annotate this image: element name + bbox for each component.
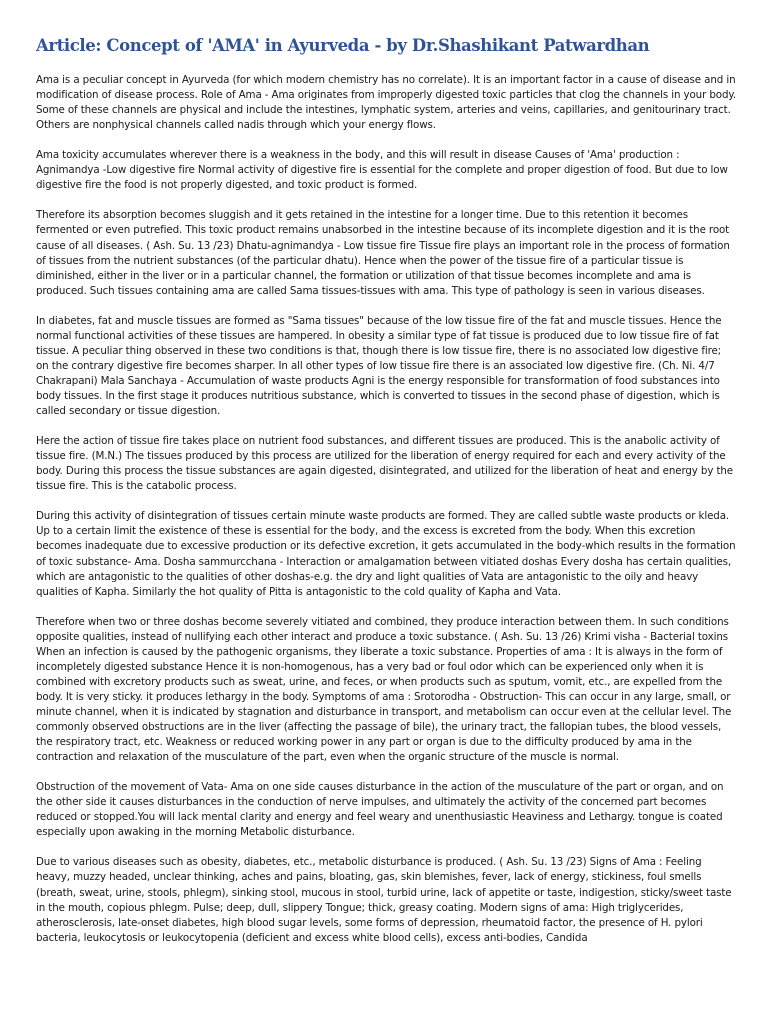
paragraph-5: Here the action of tissue fire takes place on nutrient food substances, and different tissues are produced. This is the anabolic activity of tissue fire. (M.N.) The tissues produced by this process are utilized for the liberation of energy required for each and every activity of the body. During this process the tissue substances are again digested, disintegrated, and utilized for the liberation of heat and energy by the tissue fire. This is the catabolic process. [36, 435, 733, 493]
paragraph-3: Therefore its absorption becomes sluggish and it gets retained in the intestine for a longer time. Due to this retention it becomes fermented or even putrefied. This toxic product remains unabsorbed in the intestine because of its incomplete digestion and it is the root cause of all diseases. ( Ash. Su. 13 /23) Dhatu-agnimandya - Low tissue fire Tissue fire plays an important role in the process of formation of tissues from the nutrient substances (of the particular dhatu). Hence when the power of the tissue fire of a particular tissue is diminished, either in the liver or in a particular channel, the formation or utilization of that tissue becomes incomplete and ama is produced. Such tissues containing ama are called Sama tissues-tissues with ama. This type of pathology is seen in various diseases. [36, 209, 730, 297]
paragraph-8: Obstruction of the movement of Vata- Ama on one side causes disturbance in the action of the musculature of the part or organ, and on the other side it causes disturbances in the conduction of nerve impulses, and ultimately the activity of the concerned part becomes reduced or stopped.You will lack mental clarity and energy and feel weary and unenthusiastic Heaviness and Lethargy. tongue is coated especially upon awaking in the morning Metabolic disturbance. [36, 781, 724, 839]
paragraph-1: Ama is a peculiar concept in Ayurveda (for which modern chemistry has no correlate). It is an important factor in a cause of disease and in modification of disease process. Role of Ama - Ama originates from improperly digested toxic particles that clog the channels in your body. Some of these channels are physical and include the intestines, lymphatic system, arteries and veins, capillaries, and genitourinary tract. Others are nonphysical channels called nadis through which your energy flows. [36, 74, 737, 132]
paragraph-4: In diabetes, fat and muscle tissues are formed as "Sama tissues" because of the low tissue fire of the fat and muscle tissues. Hence the normal functional activities of these tissues are hampered. In obesity a similar type of fat tissue is produced due to low tissue fire of fat tissue. A peculiar thing observed in these two conditions is that, though there is low tissue fire, there is no associated low digestive fire; on the contrary digestive fire becomes sharper. In all other types of low tissue fire there is an associated low digestive fire. (Ch. Ni. 4/7 Chakrapani) Mala Sanchaya - Accumulation of waste products Agni is the energy responsible for transformation of food substances into body tissues. In the first stage it produces nutritious substance, which is converted to tissues in the second phase of digestion, which is called secondary or tissue digestion. [36, 314, 722, 418]
paragraph-9: Due to various diseases such as obesity, diabetes, etc., metabolic disturbance is produced. ( Ash. Su. 13 /23) Signs of Ama : Feeling heavy, muzzy headed, unclear thinking, aches and pains, bloating, gas, skin blemishes, fever, lack of energy, stickiness, foul smells (breath, sweat, urine, stools, phlegm), sinking stool, mucous in stool, turbid urine, lack of appetite or taste, indigestion, sticky/sweet taste in the mouth, copious phlegm. Pulse; deep, dull, slippery Tongue; thick, greasy coating. Modern signs of ama: High triglycerides, atherosclerosis, late-onset diabetes, high blood sugar levels, some forms of depression, rheumatoid factor, the presence of H. pylori bacteria, leukocytosis or leukocytopenia (deficient and excess white blood cells), excess anti-bodies, Candida [36, 856, 732, 944]
article-title: Article: Concept of 'AMA' in Ayurveda - by Dr.Shashikant Patwardhan [36, 36, 650, 55]
article-body [36, 73, 736, 961]
paragraph-7: Therefore when two or three doshas become severely vitiated and combined, they produce interaction between them. In such conditions opposite qualities, instead of nullifying each other interact and produce a toxic substance. ( Ash. Su. 13 /26) Krimi visha - Bacterial toxins When an infection is caused by the pathogenic organisms, they liberate a toxic substance. Properties of ama : It is always in the form of incompletely digested substance Hence it is non-homogenous, has a very bad or foul odor which can be experienced only when it is combined with excretory products such as sweat, urine, and feces, or when products such as sputum, vomit, etc., are expelled from the body. It is very sticky. it produces lethargy in the body. Symptoms of ama : Srotorodha - Obstruction- This can occur in any large, small, or minute channel, when it is indicated by stagnation and disturbance in transport, and metabolism can occur even at the cellular level. The commonly observed obstructions are in the liver (affecting the passage of bile), the urinary tract, the fallopian tubes, the blood vessels, the respiratory tract, etc. Weakness or reduced working power in any part or organ is due to the difficulty produced by ama in the contraction and relaxation of the musculature of the part, even when the organic structure of the muscle is normal. [36, 615, 732, 764]
paragraph-2: Ama toxicity accumulates wherever there is a weakness in the body, and this will result in disease Causes of 'Ama' production : Agnimandya -Low digestive fire Normal activity of digestive fire is essential for the complete and proper digestion of food. But due to low digestive fire the food is not properly digested, and toxic product is formed. [36, 149, 728, 192]
paragraph-6: During this activity of disintegration of tissues certain minute waste products are formed. They are called subtle waste products or kleda. Up to a certain limit the existence of these is essential for the body, and the excess is excreted from the body. When this excretion becomes inadequate due to excessive production or its defective excretion, it gets accumulated in the body-which results in the formation of toxic substance- Ama. Dosha sammurcchana - Interaction or amalgamation between vitiated doshas Every dosha has certain qualities, which are antagonistic to the qualities of other doshas-e.g. the dry and light qualities of Vata are antagonistic to the oily and heavy qualities of Kapha. Similarly the hot quality of Pitta is antagonistic to the cold quality of Kapha and Vata. [36, 510, 736, 598]
